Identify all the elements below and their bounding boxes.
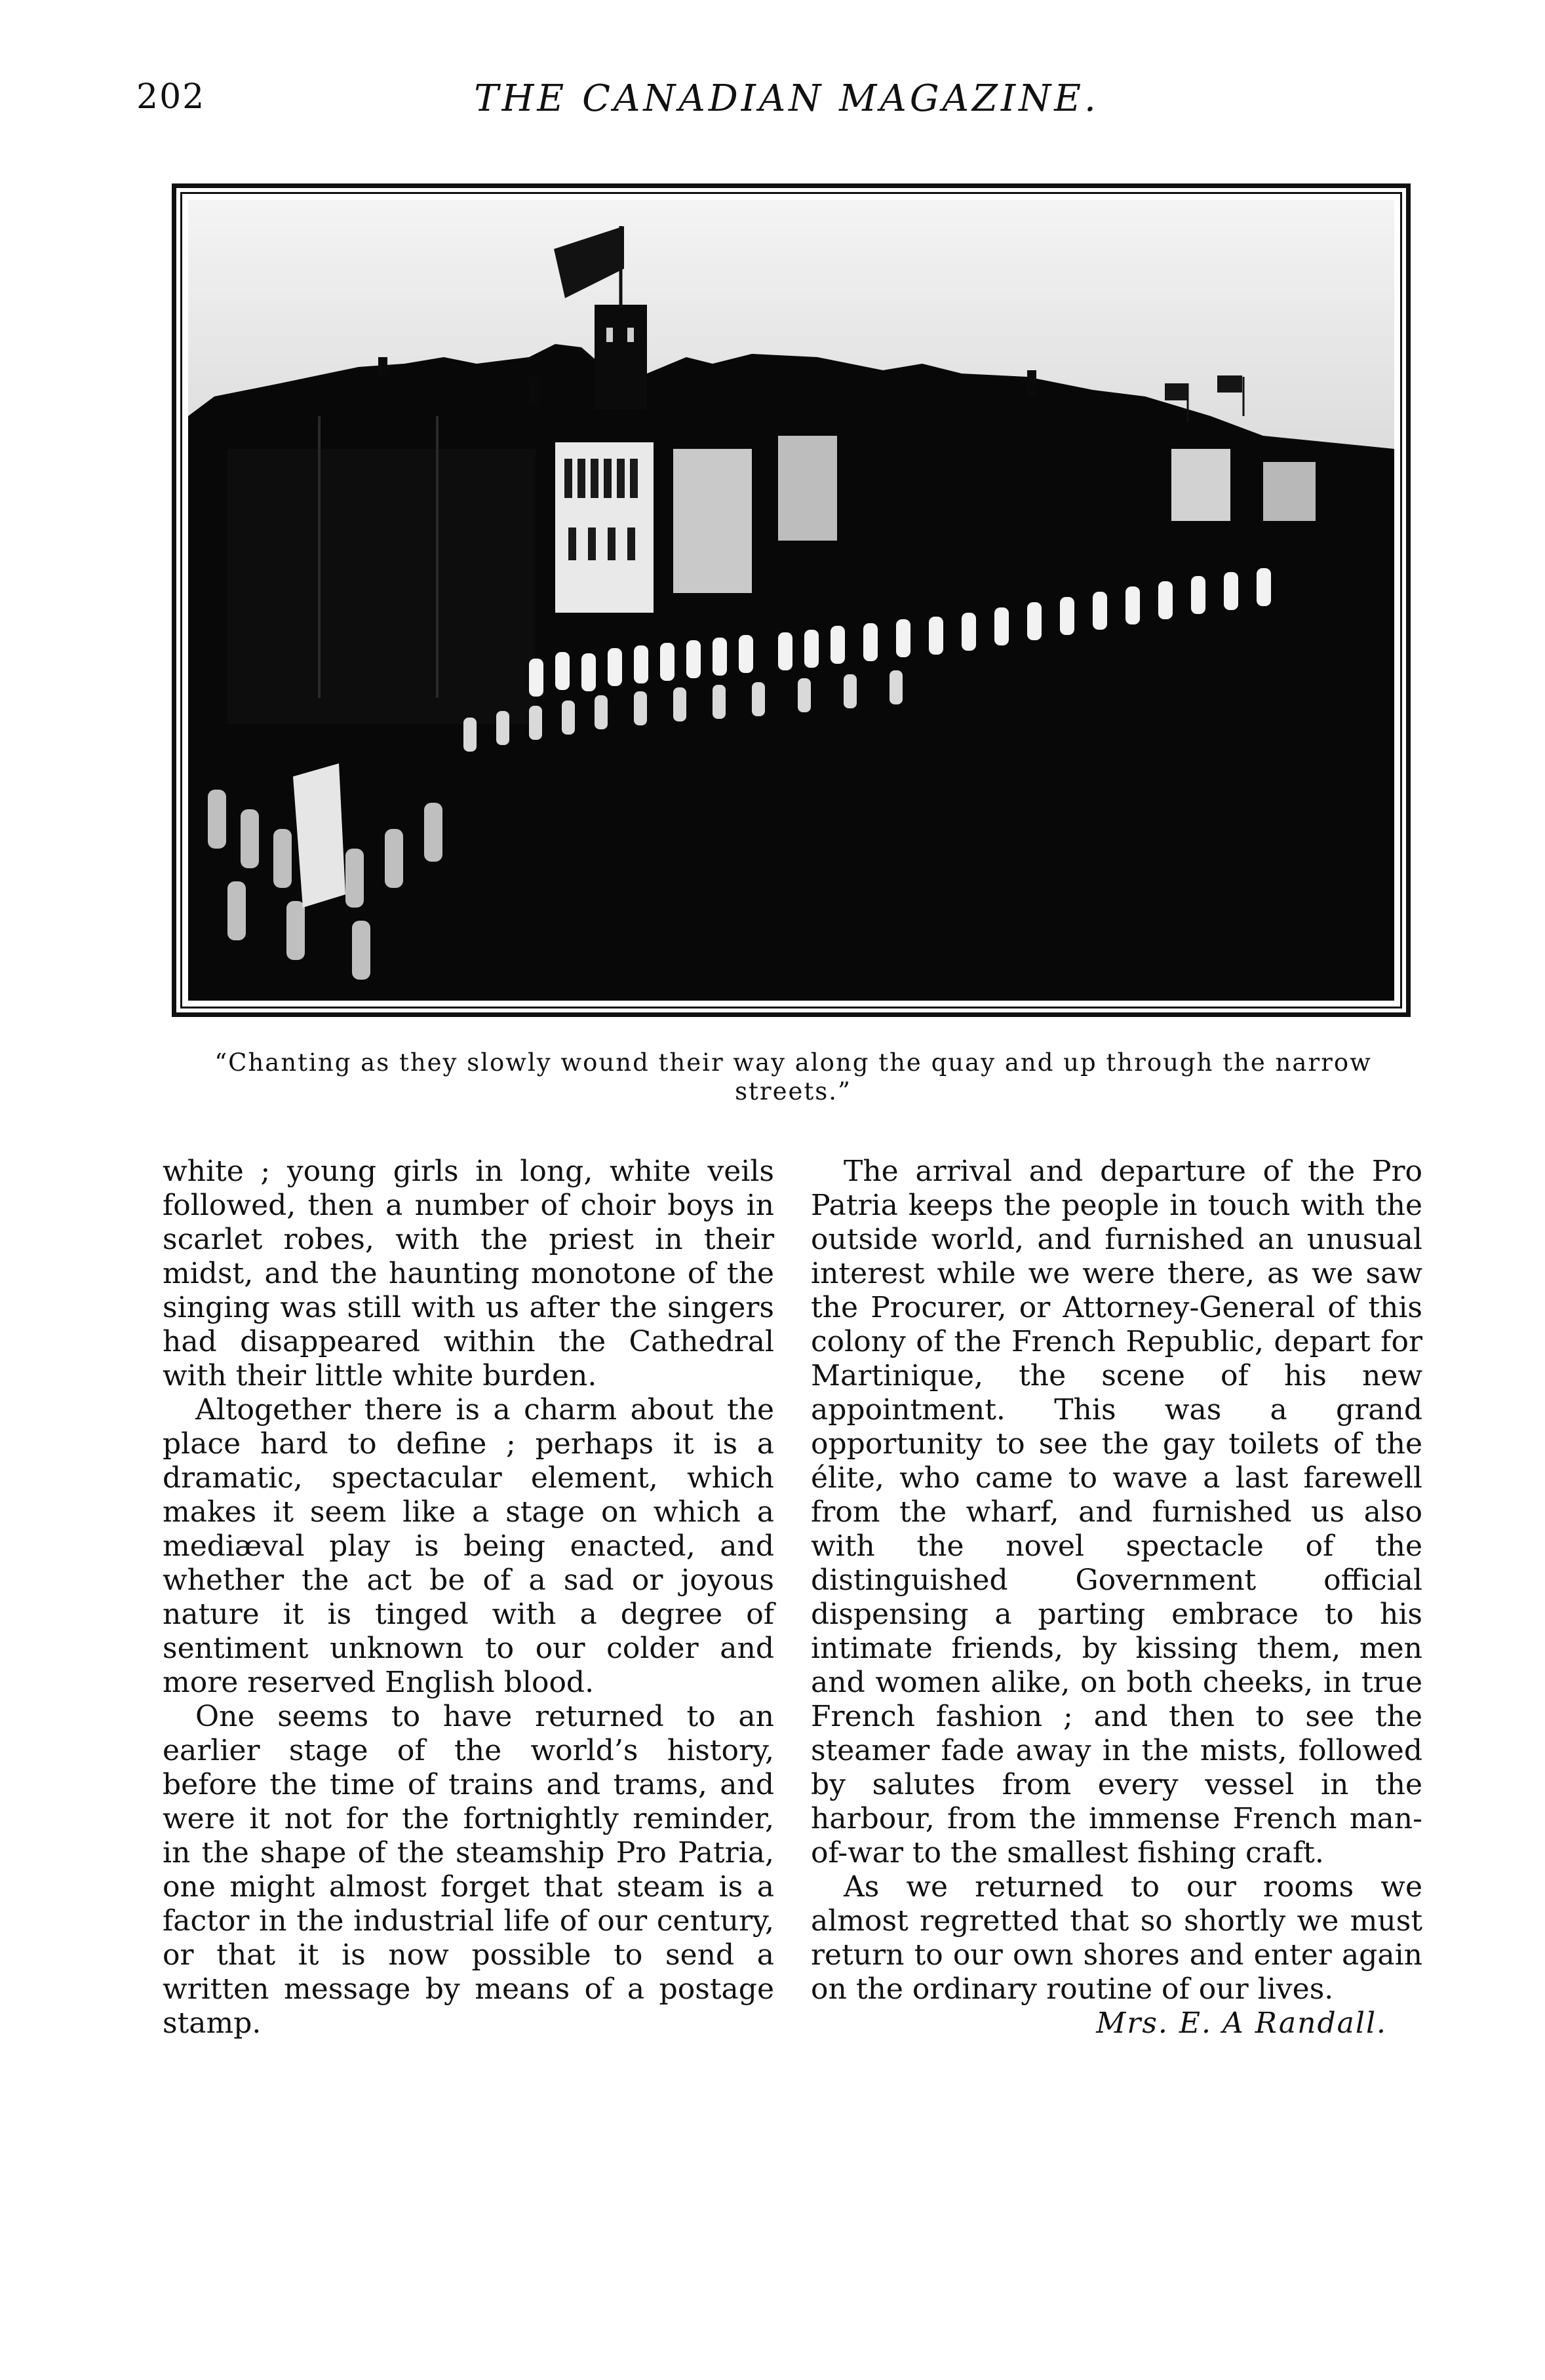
paragraph: white ; young girls in long, white veils followed, then a number of choir boys in scarlet robes, with the priest in their midst, and the haunting monotone of the singing was still with us after the singers had disappeared within the Cathedral with their little white burden. [163,1155,774,1392]
procession-photograph-icon [188,200,1394,1001]
left-column [163,1155,774,2041]
photo-frame [172,183,1411,1017]
photo-caption: “Chanting as they slowly wound their way along the quay and up through the narrow streets.” [214,1048,1372,1105]
paragraph: One seems to have returned to an earlier stage of the world’s history, before the time of trains and trams, and were it not for the fortnightly reminder, in the shape of the steamship Pro Patria, one might almost forget that steam is a factor in the industrial life of our century, or that it is now possible to send a written message by means of a postage stamp. [163,1700,774,2040]
procession-photograph-svg [188,200,1394,1001]
running-head [0,77,1545,136]
magazine-title: THE CANADIAN MAGAZINE. [474,77,1099,120]
author-signature: Mrs. E. A Randall. [1096,2006,1387,2040]
right-column [811,1155,1422,2041]
paragraph: The arrival and departure of the Pro Patria keeps the people in touch with the outside world, and furnished an unusual interest while we were there, as we saw the Procurer, or Attorney-General of this colony of the French Republic, depart for Martinique, the scene of his new appointment. This was a grand opportunity to see the gay toilets of the élite, who came to wave a last farewell from the wharf, and furnished us also with the novel spectacle of the distinguished Government official dispensing a parting embrace to his intimate friends, by kissing them, men and women alike, on both cheeks, in true French fashion ; and then to see the steamer fade away in the mists, followed by salutes from every vessel in the harbour, from the immense French man-of-war to the smallest fishing craft. [811,1155,1422,1870]
page-number: 202 [136,77,206,117]
paragraph: As we returned to our rooms we almost regretted that so shortly we must return to our own shores and enter again on the ordinary routine of our lives. [811,1870,1422,2006]
paragraph: Altogether there is a charm about the place hard to define ; perhaps it is a dramatic, spectacular element, which makes it seem like a stage on which a mediæval play is being enacted, and whether the act be of a sad or joyous nature it is tinged with a degree of sentiment unknown to our colder and more reserved English blood. [163,1393,774,1699]
